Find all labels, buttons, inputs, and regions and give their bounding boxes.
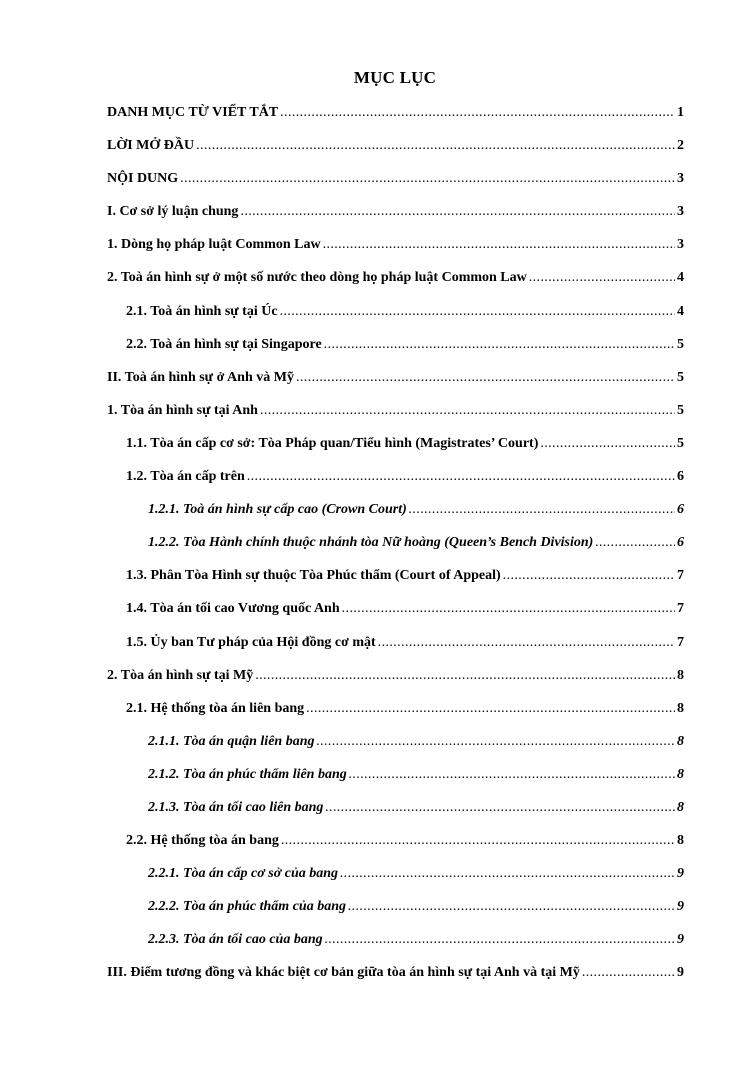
toc-entry-page: 8 [677,799,684,815]
toc-entry[interactable] [107,270,684,303]
toc-entry-label: 2.2.1. Tòa án cấp cơ sở của bang [148,866,339,882]
toc-entry-label: 2.1.2. Tòa án phúc thẩm liên bang [148,766,347,782]
toc-entry-label: 2.1.3. Tòa án tối cao liên bang [148,799,324,815]
dot-leader [342,601,675,617]
toc-entry[interactable] [107,899,684,932]
toc-entry-page: 9 [677,899,684,915]
dot-leader [540,436,675,452]
toc-entry-label: III. Điểm tương đồng và khác biệt cơ bản giữa tòa án hình sự tại Anh và tại Mỹ [107,965,580,981]
dot-leader [281,833,675,849]
dot-leader [247,469,675,485]
toc-entry-label: 2. Toà án hình sự ở một số nước theo dòng họ pháp luật Common Law [107,270,527,286]
dot-leader [340,866,675,882]
toc-entry[interactable] [107,668,684,701]
dot-leader [316,734,675,750]
toc-entry[interactable] [107,965,684,998]
toc-entry-page: 9 [677,866,684,882]
toc-entry-page: 6 [677,469,684,485]
toc-entry-label: I. Cơ sở lý luận chung [107,204,239,220]
toc-entry[interactable] [107,237,684,270]
toc-entry-page: 5 [677,336,684,352]
toc-entry-page: 8 [677,766,684,782]
toc-entry-page: 3 [677,237,684,253]
toc-entry-label: DANH MỤC TỪ VIẾT TẮT [107,105,279,120]
toc-entry-label: 2.1. Hệ thống tòa án liên bang [126,700,305,716]
dot-leader [325,800,675,816]
toc-entry[interactable] [107,171,684,204]
toc-entry-page: 5 [677,369,684,385]
toc-entry-label: 1. Dòng họ pháp luật Common Law [107,237,321,253]
dot-leader [324,337,675,353]
toc-entry[interactable] [107,138,684,171]
toc-entry[interactable] [107,767,684,800]
toc-entry-label: 2.2.2. Tòa án phúc thẩm của bang [148,899,346,915]
toc-entry[interactable] [107,502,684,535]
toc-entry[interactable] [107,370,684,403]
toc-entry-label: 2.2. Toà án hình sự tại Singapore [126,336,322,352]
toc-entry-page: 1 [677,105,684,120]
toc-entry-page: 8 [677,733,684,749]
toc-entry-label: II. Toà án hình sự ở Anh và Mỹ [107,369,294,385]
toc-entry[interactable] [107,601,684,634]
dot-leader [240,204,675,220]
dot-leader [280,304,675,320]
toc-entry[interactable] [107,800,684,833]
toc-entry-label: 1. Tòa án hình sự tại Anh [107,402,258,418]
toc-entry[interactable] [107,304,684,337]
toc-entry[interactable] [107,734,684,767]
dot-leader [595,535,675,551]
dot-leader [503,568,675,584]
toc-entry[interactable] [107,635,684,668]
toc-entry-page: 4 [677,303,684,319]
toc-entry-label: 2.2.3. Tòa án tối cao của bang [148,932,323,948]
toc-entry-page: 9 [677,965,684,981]
toc-entry-page: 3 [677,171,684,187]
toc-entry-page: 5 [677,402,684,418]
dot-leader [582,965,675,981]
toc-entry-page: 8 [677,667,684,683]
dot-leader [296,370,675,386]
toc-entry-page: 7 [677,568,684,584]
toc-entry-label: 2. Tòa án hình sự tại Mỹ [107,667,254,683]
toc-entry[interactable] [107,204,684,237]
toc-entry-page: 5 [677,435,684,451]
toc-entry-label: NỘI DUNG [107,171,179,187]
toc-entry-label: 1.3. Phân Tòa Hình sự thuộc Tòa Phúc thẩm (Court of Appeal) [126,568,501,584]
table-of-contents [107,105,684,999]
dot-leader [349,767,675,783]
toc-entry[interactable] [107,337,684,370]
dot-leader [348,899,675,915]
toc-entry-label: 1.5. Ủy ban Tư pháp của Hội đồng cơ mật [126,634,376,650]
dot-leader [529,270,675,286]
toc-entry-label: 2.1. Toà án hình sự tại Úc [126,303,278,319]
dot-leader [409,502,675,518]
toc-entry-page: 4 [677,270,684,286]
toc-entry[interactable] [107,436,684,469]
toc-entry[interactable] [107,535,684,568]
toc-entry-page: 7 [677,634,684,650]
toc-entry-page: 2 [677,138,684,154]
dot-leader [180,171,675,187]
toc-entry-page: 9 [677,932,684,948]
toc-entry-label: LỜI MỞ ĐẦU [107,138,195,154]
toc-entry-label: 1.1. Tòa án cấp cơ sở: Tòa Pháp quan/Tiểu hình (Magistrates’ Court) [126,435,539,451]
toc-entry-page: 6 [677,535,684,551]
toc-title: MỤC LỤC [353,68,437,87]
dot-leader [280,105,675,121]
toc-entry-page: 8 [677,833,684,849]
toc-entry-label: 2.2. Hệ thống tòa án bang [126,833,279,849]
dot-leader [306,701,675,717]
dot-leader [255,668,675,684]
toc-entry-label: 1.2. Tòa án cấp trên [126,469,245,485]
toc-entry-page: 7 [677,601,684,617]
toc-entry[interactable] [107,833,684,866]
dot-leader [323,237,675,253]
toc-entry-page: 3 [677,204,684,220]
toc-entry[interactable] [107,403,684,436]
toc-entry[interactable] [107,701,684,734]
toc-entry-page: 8 [677,700,684,716]
toc-entry-label: 1.4. Tòa án tối cao Vương quốc Anh [126,601,340,617]
dot-leader [196,138,675,154]
toc-entry[interactable] [107,469,684,502]
toc-entry[interactable] [107,932,684,965]
toc-entry[interactable] [107,105,684,138]
toc-entry-page: 6 [677,502,684,518]
dot-leader [260,403,675,419]
toc-entry[interactable] [107,866,684,899]
dot-leader [325,932,675,948]
toc-entry[interactable] [107,568,684,601]
toc-entry-label: 2.1.1. Tòa án quận liên bang [148,733,315,749]
toc-entry-label: 1.2.1. Toà án hình sự cấp cao (Crown Court) [148,502,407,518]
dot-leader [378,635,675,651]
toc-entry-label: 1.2.2. Tòa Hành chính thuộc nhánh tòa Nữ hoàng (Queen’s Bench Division) [148,535,594,551]
